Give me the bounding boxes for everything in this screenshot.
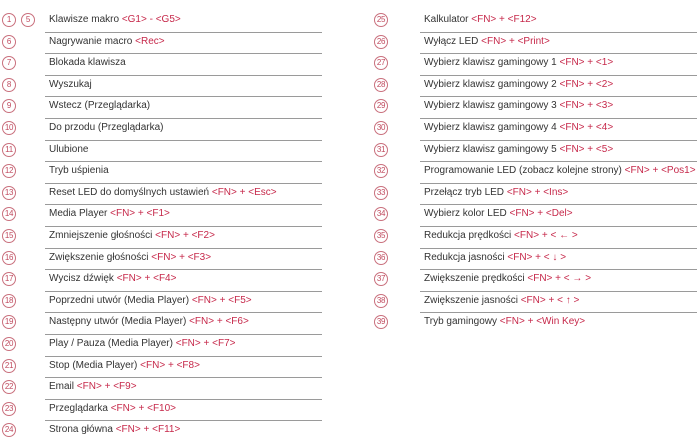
item-text — [424, 187, 568, 198]
list-item — [0, 420, 330, 442]
item-label: Poprzedni utwór (Media Player) — [49, 294, 190, 306]
list-item — [372, 118, 700, 140]
number-badge-icon: 35 — [374, 229, 388, 243]
item-text — [49, 295, 252, 306]
number-badges — [374, 315, 388, 329]
number-badges — [2, 121, 16, 135]
number-badges — [374, 294, 388, 308]
list-item — [372, 96, 700, 118]
list-item — [0, 53, 330, 75]
item-label: Wybierz klawisz gamingowy 4 — [424, 121, 557, 133]
key-combination: <FN> + <F9> — [76, 381, 137, 393]
item-label: Ulubione — [49, 143, 89, 155]
list-item — [0, 183, 330, 205]
list-item — [0, 75, 330, 97]
item-label: Redukcja jasności — [424, 251, 505, 263]
item-text — [49, 57, 126, 68]
item-label: Kalkulator — [424, 14, 469, 25]
item-text — [49, 208, 170, 219]
item-label: Wybierz klawisz gamingowy 3 — [424, 100, 557, 112]
number-badge-icon: 12 — [2, 164, 16, 178]
list-item — [0, 269, 330, 291]
list-item — [372, 183, 700, 205]
key-combination: <FN> + <Print> — [481, 35, 550, 47]
item-text — [49, 338, 236, 349]
key-combination: <FN> + <F4> — [116, 273, 177, 285]
number-badge-icon: 15 — [2, 229, 16, 243]
item-text — [49, 14, 181, 25]
key-combination: <FN> + <F7> — [175, 337, 236, 349]
number-badges — [2, 272, 16, 286]
number-badge-icon: 24 — [2, 423, 16, 437]
key-combination: <FN> + < → > — [527, 273, 592, 285]
item-text — [424, 57, 613, 68]
number-badges — [2, 423, 16, 437]
item-label: Programowanie LED (zobacz kolejne strony) — [424, 165, 622, 177]
number-badges — [2, 56, 16, 70]
number-badge-icon: 13 — [2, 186, 16, 200]
item-label: Przełącz tryb LED — [424, 186, 505, 198]
item-text — [49, 403, 176, 414]
list-item — [372, 291, 700, 313]
list-item — [0, 10, 330, 32]
item-text — [49, 100, 150, 111]
list-item — [372, 53, 700, 75]
number-badge-icon: 23 — [2, 402, 16, 416]
item-label: Przeglądarka — [49, 402, 108, 414]
item-label: Wybierz kolor LED — [424, 208, 507, 220]
item-label: Wycisz dźwięk — [49, 273, 114, 285]
item-text — [49, 144, 88, 155]
number-badge-icon: 31 — [374, 143, 388, 157]
key-combination: <FN> + <Win Key> — [499, 316, 586, 328]
number-badge-icon: 30 — [374, 121, 388, 135]
key-combination: <FN> + <Ins> — [506, 186, 569, 198]
list-item — [0, 248, 330, 270]
number-badge-icon: 26 — [374, 35, 388, 49]
number-badge-icon: 34 — [374, 207, 388, 221]
item-label: Wybierz klawisz gamingowy 5 — [424, 143, 557, 155]
number-badge-icon: 22 — [2, 380, 16, 394]
number-badges — [374, 186, 388, 200]
item-text — [424, 36, 550, 47]
number-badges — [374, 164, 388, 178]
item-text — [424, 122, 613, 133]
list-item — [0, 161, 330, 183]
item-text — [424, 100, 613, 111]
number-badges — [2, 164, 16, 178]
right-column — [372, 10, 700, 334]
key-combination: <FN> + <F10> — [110, 402, 177, 414]
list-item — [372, 32, 700, 54]
key-combination: <FN> + <F5> — [191, 294, 252, 306]
item-label: Zwiększenie głośności — [49, 251, 149, 263]
number-badges — [2, 35, 16, 49]
item-text — [49, 252, 211, 263]
key-combination: <FN> + <5> — [559, 143, 614, 155]
number-badges — [2, 78, 16, 92]
item-label: Redukcja prędkości — [424, 229, 512, 241]
item-label: Wyszukaj — [49, 78, 92, 90]
item-text — [424, 316, 585, 327]
list-item — [0, 140, 330, 162]
item-label: Stop (Media Player) — [49, 359, 138, 371]
item-label: Strona główna — [49, 424, 113, 436]
number-badges — [2, 380, 16, 394]
list-item — [0, 399, 330, 421]
number-badge-icon: 6 — [2, 35, 16, 49]
key-combination: <FN> + < ↑ > — [520, 294, 580, 306]
list-item — [372, 10, 700, 32]
list-item — [372, 312, 700, 334]
list-item — [0, 356, 330, 378]
item-label: Klawisze makro — [49, 14, 120, 25]
number-badge-icon: 25 — [374, 13, 388, 27]
item-label: Zwiększenie jasności — [424, 294, 518, 306]
number-badges — [2, 315, 16, 329]
number-badges — [2, 359, 16, 373]
number-badges — [374, 207, 388, 221]
key-combination: <FN> + <F8> — [140, 359, 200, 371]
number-badge-icon: 28 — [374, 78, 388, 92]
key-combination: <FN> + <Pos1> — [624, 165, 696, 177]
number-badge-icon: 19 — [2, 315, 16, 329]
number-badges — [374, 143, 388, 157]
item-text — [49, 424, 180, 435]
item-text — [49, 122, 164, 133]
list-item — [372, 248, 700, 270]
list-item — [372, 269, 700, 291]
key-combination: <FN> + <Del> — [509, 208, 573, 220]
list-item — [0, 118, 330, 140]
item-label: Nagrywanie macro — [49, 35, 133, 47]
number-badge-icon: 9 — [2, 99, 16, 113]
list-item — [372, 226, 700, 248]
item-label: Reset LED do domyślnych ustawień — [49, 186, 210, 198]
key-combination: <FN> + < ↓ > — [507, 251, 567, 263]
item-text — [49, 273, 176, 284]
list-item — [0, 377, 330, 399]
number-badges — [2, 229, 16, 243]
item-text — [424, 252, 566, 263]
key-combination: <FN> + <4> — [559, 121, 614, 133]
item-text — [424, 295, 579, 306]
key-combination: <FN> + <F3> — [151, 251, 212, 263]
item-text — [424, 165, 696, 176]
item-label: Do przodu (Przeglądarka) — [49, 121, 164, 133]
item-text — [424, 14, 537, 25]
left-column — [0, 10, 330, 442]
number-badge-icon: 17 — [2, 272, 16, 286]
number-badges — [374, 272, 388, 286]
item-text — [49, 360, 200, 371]
number-badges — [2, 99, 16, 113]
number-badge-icon: 33 — [374, 186, 388, 200]
item-label: Email — [49, 381, 75, 393]
item-label: Tryb gamingowy — [424, 316, 497, 328]
item-label: Play / Pauza (Media Player) — [49, 337, 173, 349]
number-badge-icon: 10 — [2, 121, 16, 135]
list-item — [372, 75, 700, 97]
key-combination: <FN> + <1> — [559, 57, 614, 69]
item-text — [424, 144, 613, 155]
list-item — [0, 32, 330, 54]
key-combination: <G1> - <G5> — [121, 14, 181, 25]
number-badge-icon: 1 — [2, 13, 16, 27]
item-label: Wybierz klawisz gamingowy 2 — [424, 78, 557, 90]
number-badge-icon: 38 — [374, 294, 388, 308]
item-label: Media Player — [49, 208, 108, 220]
item-label: Zmniejszenie głośności — [49, 229, 153, 241]
number-badges — [374, 13, 388, 27]
number-badge-icon: 16 — [2, 251, 16, 265]
number-badges — [374, 121, 388, 135]
key-combination: <FN> + <F2> — [155, 229, 215, 241]
item-label: Następny utwór (Media Player) — [49, 316, 187, 328]
item-label: Wstecz (Przeglądarka) — [49, 100, 151, 112]
item-text — [49, 187, 277, 198]
list-item — [0, 291, 330, 313]
number-badge-icon: 37 — [374, 272, 388, 286]
number-badges — [2, 337, 16, 351]
number-badges — [2, 13, 35, 27]
number-badge-icon: 8 — [2, 78, 16, 92]
list-item — [372, 140, 700, 162]
key-combination: <FN> + <F12> — [471, 14, 537, 25]
list-item — [0, 334, 330, 356]
list-item — [372, 204, 700, 226]
number-badge-icon: 7 — [2, 56, 16, 70]
number-badges — [374, 229, 388, 243]
number-badges — [374, 99, 388, 113]
number-badges — [2, 207, 16, 221]
item-label: Zwiększenie prędkości — [424, 273, 525, 285]
key-combination: <FN> + <Esc> — [211, 186, 277, 198]
item-label: Tryb uśpienia — [49, 165, 109, 177]
number-badge-icon: 36 — [374, 251, 388, 265]
list-item — [372, 161, 700, 183]
key-combination: <Rec> — [135, 35, 165, 47]
list-item — [0, 204, 330, 226]
number-badge-icon: 27 — [374, 56, 388, 70]
item-text — [49, 36, 165, 47]
number-badge-icon: 21 — [2, 359, 16, 373]
number-badges — [2, 402, 16, 416]
number-badges — [374, 56, 388, 70]
number-badge-icon: 18 — [2, 294, 16, 308]
item-text — [424, 230, 578, 241]
item-text — [424, 273, 591, 284]
key-combination: <FN> + < ← > — [514, 229, 578, 241]
number-badge-icon: 14 — [2, 207, 16, 221]
key-combination: <FN> + <2> — [559, 78, 614, 90]
list-item — [0, 312, 330, 334]
number-badge-icon: 39 — [374, 315, 388, 329]
number-badge-icon: 20 — [2, 337, 16, 351]
number-badges — [2, 143, 16, 157]
number-badge-icon: 11 — [2, 143, 16, 157]
number-badge-icon: 5 — [21, 13, 35, 27]
number-badges — [2, 186, 16, 200]
number-badges — [2, 251, 16, 265]
item-text — [49, 316, 249, 327]
item-text — [424, 79, 613, 90]
list-item — [0, 96, 330, 118]
item-text — [49, 230, 215, 241]
key-combination: <FN> + <F6> — [189, 316, 249, 328]
number-badges — [2, 294, 16, 308]
number-badges — [374, 251, 388, 265]
list-item — [0, 226, 330, 248]
number-badges — [374, 78, 388, 92]
item-text — [424, 208, 573, 219]
number-badges — [374, 35, 388, 49]
item-label: Wyłącz LED — [424, 35, 479, 47]
item-label: Wybierz klawisz gamingowy 1 — [424, 57, 557, 69]
item-text — [49, 381, 137, 392]
item-label: Blokada klawisza — [49, 57, 126, 69]
key-combination: <FN> + <F11> — [115, 424, 181, 436]
number-badge-icon: 32 — [374, 164, 388, 178]
item-text — [49, 79, 92, 90]
number-badge-icon: 29 — [374, 99, 388, 113]
key-combination: <FN> + <F1> — [110, 208, 170, 220]
key-combination: <FN> + <3> — [559, 100, 614, 112]
item-text — [49, 165, 109, 176]
